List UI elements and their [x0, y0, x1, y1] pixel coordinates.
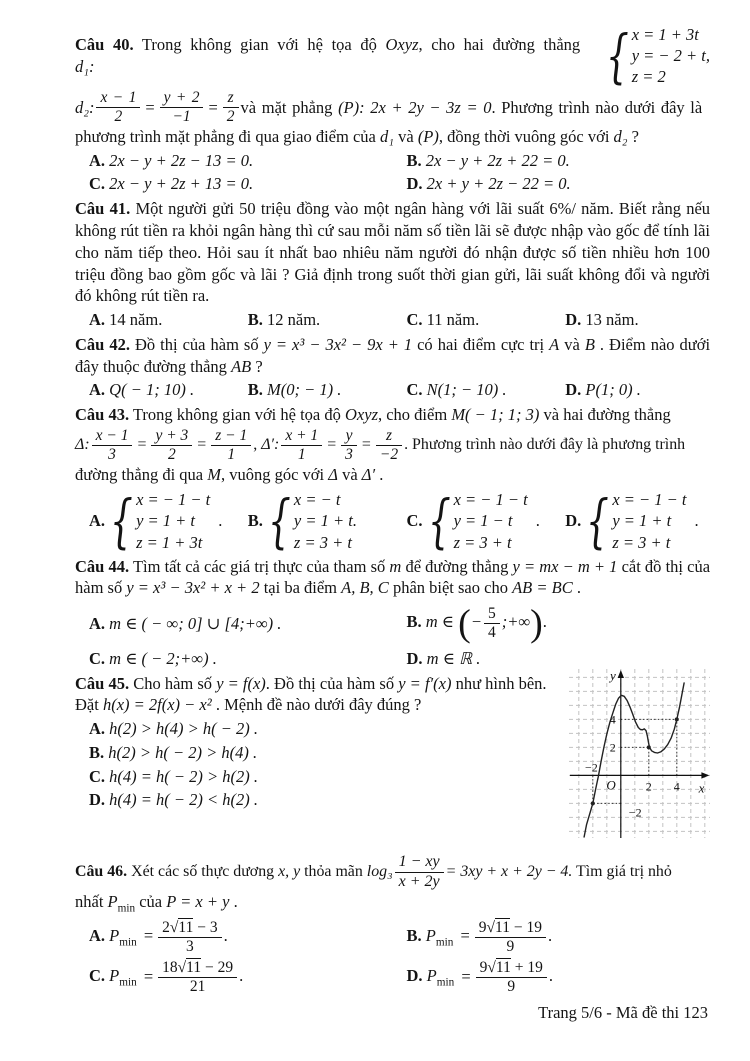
option-c: C. N(1; − 10) .	[406, 380, 507, 400]
q43-line2	[75, 427, 710, 464]
q43-optC-system: { x = − 1 − t y = 1 − t z = 3 + t	[427, 486, 528, 555]
equals-sign: =	[197, 435, 207, 453]
period: .	[547, 925, 553, 945]
q43-label: Câu 43.	[75, 405, 130, 425]
q40-options-row1	[75, 150, 710, 172]
equals-sign: =	[208, 97, 218, 117]
option-c: C. $P_{min}$ = $\frac{18√11 - 29}{21}$ .	[89, 959, 244, 996]
option-d: D. $P_{min}$ = $\frac{9√11 + 19}{9}$ .	[406, 959, 553, 996]
fraction: $\frac{z - 1}{1}$	[211, 427, 251, 464]
q43-optB-system: { x = − t y = 1 + t. z = 3 + t	[268, 486, 357, 555]
fraction: $\frac{y}{3}$	[341, 427, 357, 464]
fraction: $\frac{y + 2}{-1}$	[160, 89, 204, 126]
q44-statement: Câu 44. Tìm tất cả các giá trị thực của tham số m để đường thẳng y = mx − m + 1 cắt đồ thị của hàm số y = x³ − 3x² + x + 2 tại ba điểm A, B, C phân biệt sao cho AB = BC .	[75, 556, 711, 598]
equals-sign: =	[145, 97, 155, 117]
q40-line2-tail: và mặt phẳng (P): 2x + 2y − 3z = 0. Phương trình nào dưới đây là	[240, 97, 703, 117]
q45-label: Câu 45.	[75, 673, 130, 693]
equals-sign: =	[461, 966, 471, 986]
question-44	[75, 556, 710, 670]
question-43	[75, 404, 710, 555]
period: .	[223, 925, 228, 945]
q41-statement: Câu 41. Một người gửi 50 triệu đồng vào một ngân hàng với lãi suất 6%/ năm. Biết rằng nếu không rút tiền ra khỏi ngân hàng thì cứ sau mỗi năm số tiền lãi sẽ được nhập vào gốc để tính lãi cho năm tiếp theo. Hỏi sau ít nhất bao nhiêu năm người đó nhận được số tiền nhiều hơn 100 triệu đồng bao gồm gốc và lãi ? Giả định trong suốt thời gian gửi, lãi suất không đổi và người đó không rút tiền ra.	[75, 199, 711, 306]
q44-options-row2	[75, 648, 710, 670]
q45-line2: Đặt h(x) = 2f(x) − x² . Mệnh đề nào dưới đây đúng ?	[75, 695, 422, 715]
q43-line2-tail: . Phương trình nào dưới đây là phương trình	[404, 435, 686, 453]
option-d: D. 13 năm.	[565, 310, 639, 330]
q45-line1: Câu 45. Cho hàm số y = f(x). Đồ thị của hàm số y = f′(x) như hình bên.	[75, 673, 547, 693]
fraction: $\frac{z}{2}$	[223, 89, 239, 126]
option-a: A. 14 năm.	[89, 310, 163, 330]
equals-sign: =	[327, 435, 337, 453]
figure-f-prime-graph	[569, 669, 710, 844]
minus-sign: −	[470, 612, 482, 632]
right-paren: )	[530, 602, 543, 645]
svg-text:4: 4	[673, 778, 680, 793]
option-c: C. 2x − y + 2z + 13 = 0.	[89, 174, 254, 194]
option-b: B. h(2) > h( − 2) > h(4) .	[89, 742, 258, 762]
equals-sign: =	[143, 966, 154, 986]
q40-label: Câu 40.	[75, 34, 134, 54]
q43-optD-system: { x = − 1 − t y = 1 + t z = 3 + t	[586, 486, 687, 555]
q40-sys-line3: z = 2	[631, 67, 666, 87]
svg-text:y: y	[610, 668, 616, 683]
fraction: $\frac{5}{4}$	[484, 605, 500, 642]
q43-line3: đường thẳng đi qua M, vuông góc với Δ và Δ′ .	[75, 464, 384, 484]
sqrt-fraction: $\frac{2√11 - 3}{3}$	[158, 919, 221, 956]
q46-options-row2	[75, 959, 710, 996]
fraction: $\frac{z}{-2}$	[376, 427, 402, 464]
q43-options	[75, 486, 710, 555]
equals-sign: =	[137, 435, 147, 453]
fraction: $\frac{1 - xy}{x + 2y}$	[395, 853, 444, 891]
q40-statement	[75, 34, 605, 78]
q40-line2	[75, 89, 710, 126]
fraction: $\frac{y + 3}{2}$	[151, 427, 192, 464]
option-c: C. m ∈ ( − 2;+∞) .	[89, 648, 217, 668]
option-b: B. m ∈ (− $\frac{5}{4}$ ;+∞).	[406, 602, 547, 645]
q40-intro: Trong không gian với hệ tọa độ Oxyz, cho hai đường thẳng d₁:	[75, 34, 581, 76]
option-d: D. h(4) = h( − 2) < h(2) .	[89, 790, 259, 810]
equals-sign: =	[460, 925, 470, 945]
svg-text:2: 2	[645, 778, 652, 793]
q41-options	[75, 309, 710, 331]
option-a: A. h(2) > h(4) > h( − 2) .	[89, 719, 259, 739]
question-41	[75, 198, 710, 331]
svg-text:x: x	[698, 779, 705, 795]
question-40	[75, 21, 710, 195]
q40-d2-label: d₂:	[75, 97, 95, 117]
svg-text:−2: −2	[628, 804, 642, 819]
sqrt-icon: √	[169, 918, 179, 936]
q43-line1: Câu 43. Trong không gian với hệ tọa độ Oxyz, cho điểm M( − 1; 1; 3) và hai đường thẳng	[75, 405, 671, 425]
option-b: B. M(0; − 1) .	[247, 380, 342, 400]
q44-options-row1	[75, 602, 710, 645]
option-b: B. 2x − y + 2z + 22 = 0.	[406, 150, 570, 170]
fraction: $\frac{x - 1}{3}$	[92, 427, 133, 464]
svg-text:−2: −2	[585, 759, 598, 774]
q46-line1: Câu 46. Xét các số thực dương x, y thỏa mãn log₃ $\frac{1 - xy}{x + 2y}$ = 3xy + x + 2y − 4. Tìm giá trị nhỏ	[75, 853, 672, 890]
fraction: $\frac{x - 1}{2}$	[96, 89, 140, 126]
period: .	[694, 511, 699, 531]
page-footer: Trang 5/6 - Mã đề thi 123	[538, 1003, 708, 1022]
q40-parametric-system: { x = 1 + 3t y = − 2 + t, z = 2	[605, 21, 710, 90]
option-a: A. 2x − y + 2z − 13 = 0.	[89, 150, 254, 170]
option-d: D. P(1; 0) .	[565, 380, 641, 400]
q40-options-row2	[75, 173, 710, 195]
q46-options-row1	[75, 919, 710, 956]
q45-text-column	[75, 673, 561, 812]
q40-line1	[75, 21, 710, 90]
q42-statement: Câu 42. Đồ thị của hàm số y = x³ − 3x² − 9x + 1 có hai điểm cực trị A và B . Điểm nào dưới đây thuộc đường thẳng AB ?	[75, 334, 711, 376]
period: .	[239, 966, 244, 986]
q40-sys-line2: y = − 2 + t,	[631, 46, 710, 66]
period: .	[218, 511, 223, 531]
option-d: D. m ∈ ℝ .	[406, 648, 481, 668]
question-42	[75, 334, 710, 401]
q43-delta-label: Δ:	[75, 435, 90, 453]
q46-line2: nhất $P_{min}$ của P = x + y .	[75, 892, 238, 915]
option-a: A. m ∈ ( − ∞; 0] ∪ [4;+∞) .	[89, 613, 282, 633]
q42-label: Câu 42.	[75, 334, 130, 354]
option-d: D. 2x + y + 2z − 22 = 0.	[406, 174, 571, 194]
sqrt-icon: √	[486, 918, 496, 936]
option-c: C. 11 năm.	[406, 310, 480, 330]
fraction: $\frac{x + 1}{1}$	[281, 427, 322, 464]
option-b: B. 12 năm.	[247, 310, 321, 330]
equals-sign: =	[143, 925, 154, 945]
option-a: A. { x = − 1 − t y = 1 + t z = 1 + 3t .	[89, 486, 223, 555]
period: .	[535, 511, 540, 531]
q40-line3: phương trình mặt phẳng đi qua giao điểm của d₁ và (P), đồng thời vuông góc với d₂ ?	[75, 126, 639, 146]
q46-label: Câu 46.	[75, 862, 128, 880]
q41-label: Câu 41.	[75, 199, 131, 219]
option-a: A. Q( − 1; 10) .	[89, 380, 195, 400]
option-b: B. { x = − t y = 1 + t. z = 3 + t	[247, 486, 357, 555]
option-a: A. $P_{min}$ = $\frac{2√11 - 3}{3}$ .	[89, 918, 228, 955]
period: .	[542, 612, 547, 632]
question-45	[75, 668, 710, 844]
q44-label: Câu 44.	[75, 556, 130, 576]
q45-options	[75, 718, 561, 811]
option-b: B. $P_{min}$ = $\frac{9√11 - 19}{9}$ .	[406, 918, 553, 955]
sqrt-fraction: $\frac{18√11 - 29}{21}$	[158, 959, 237, 996]
q43-delta-prime-label: Δ′:	[261, 435, 280, 453]
svg-text:O: O	[606, 776, 616, 792]
q42-options	[75, 379, 710, 401]
left-paren: (	[458, 602, 471, 645]
option-c: C. { x = − 1 − t y = 1 − t z = 3 + t .	[406, 486, 540, 555]
svg-text:2: 2	[609, 739, 616, 754]
equals-sign: =	[361, 435, 371, 453]
f-prime-graph-svg	[569, 669, 710, 838]
question-46	[75, 853, 710, 996]
q43-optA-system: { x = − 1 − t y = 1 + t z = 1 + 3t	[110, 486, 211, 555]
q40-sys-line1: x = 1 + 3t	[631, 25, 699, 44]
sqrt-fraction: $\frac{9√11 + 19}{9}$	[476, 959, 547, 996]
sqrt-fraction: $\frac{9√11 - 19}{9}$	[475, 919, 546, 956]
comma: ,	[253, 435, 258, 453]
option-d: D. { x = − 1 − t y = 1 + t z = 3 + t .	[565, 486, 699, 555]
option-c: C. h(4) = h( − 2) > h(2) .	[89, 766, 259, 786]
svg-text:4: 4	[609, 711, 616, 726]
sqrt-icon: √	[177, 959, 187, 977]
period: .	[548, 966, 553, 986]
sqrt-icon: √	[487, 959, 496, 977]
